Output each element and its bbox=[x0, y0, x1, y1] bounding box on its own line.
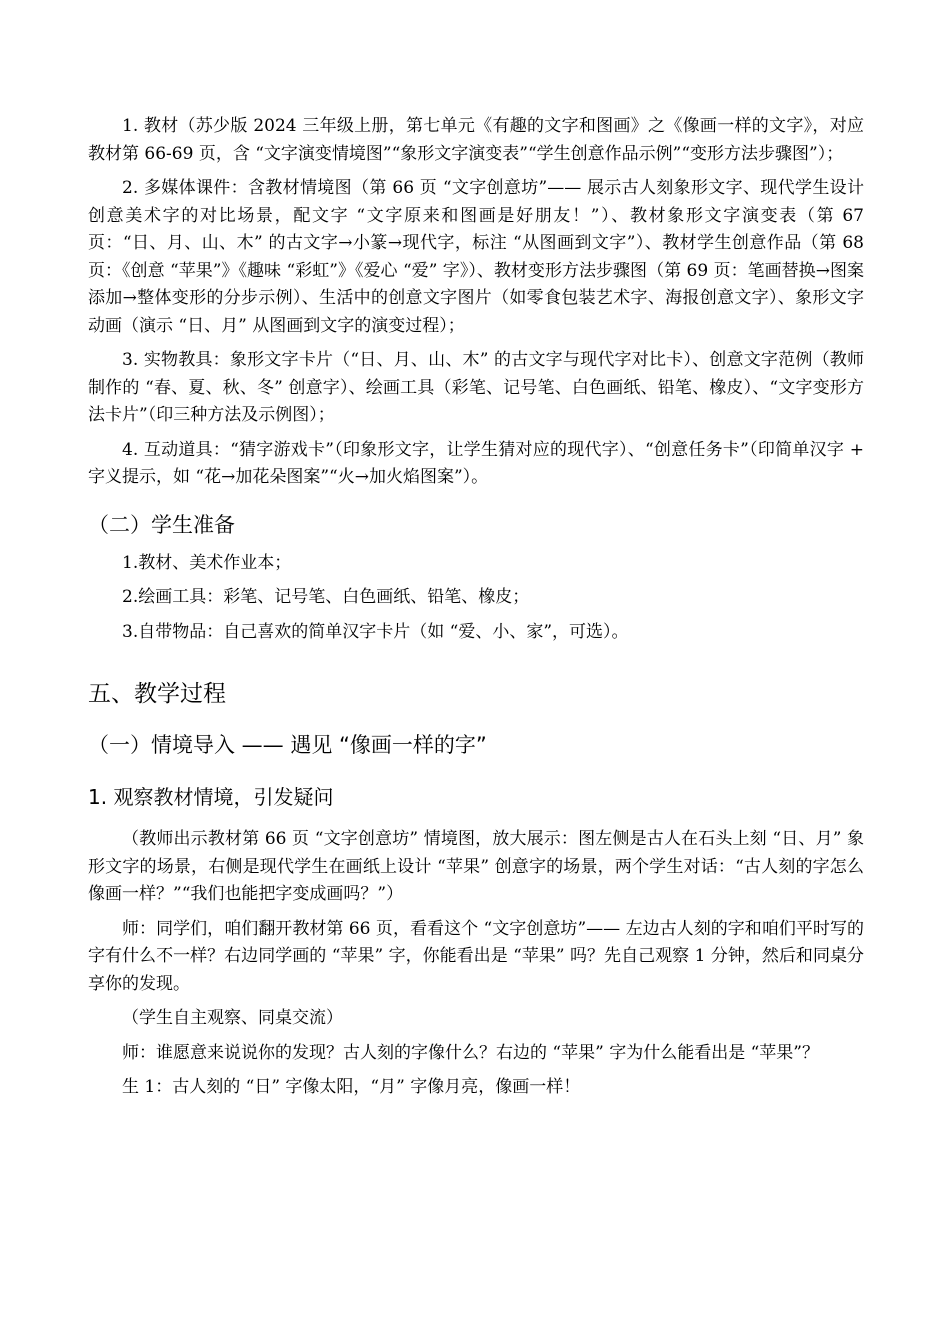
document-page bbox=[88, 113, 864, 1109]
situation-intro-heading: （一）情境导入 —— 遇见 “像画一样的字” bbox=[88, 733, 487, 757]
materials-item-3: 3. 实物教具：象形文字卡片（“日、月、山、木” 的古文字与现代字对比卡）、创意文字范例（教师制作的 “春、夏、秋、冬” 创意字）、绘画工具（彩笔、记号笔、白色画纸、铅笔、橡皮）、“文字变形方法卡片”（印三种方法及示例图）； bbox=[88, 350, 864, 425]
teaching-process-heading: 五、教学过程 bbox=[88, 681, 226, 707]
process-paragraph-2: 师：同学们，咱们翻开教材第 66 页，看看这个 “文字创意坊”—— 左边古人刻的字和咱们平时写的字有什么不一样？右边同学画的 “苹果” 字，你能看出是 “苹果” 吗？先自己观察 1 分钟，然后和同桌分享你的发现。 bbox=[88, 918, 864, 994]
student-prep-heading: （二）学生准备 bbox=[88, 512, 235, 537]
process-paragraph-4: 师：谁愿意来说说你的发现？古人刻的字像什么？右边的 “苹果” 字为什么能看出是 “苹果”？ bbox=[122, 1042, 819, 1063]
student-prep-item-2: 2.绘画工具：彩笔、记号笔、白色画纸、铅笔、橡皮； bbox=[122, 587, 530, 607]
process-paragraph-1: （教师出示教材第 66 页 “文字创意坊” 情境图，放大展示：图左侧是古人在石头上刻 “日、月” 象形文字的场景，右侧是现代学生在画纸上设计 “苹果” 创意字的场景，两个学生对话：“古人刻的字怎么像画一样？”“我们也能把字变成画吗？”） bbox=[88, 829, 864, 904]
materials-item-2: 2. 多媒体课件：含教材情境图（第 66 页 “文字创意坊”—— 展示古人刻象形文字、现代学生设计创意美术字的对比场景，配文字 “文字原来和图画是好朋友！”）、教材象形文字演变表（第 67 页：“日、月、山、木” 的古文字→小篆→现代字，标注 “从图画到文字”）、教材学生创意作品（第 68 页：《创意 “苹果”》《趣味 “彩虹”》《爱心 “爱” 字》）、教材变形方法步骤图（第 69 页：笔画替换→图案添加→整体变形的分步示例）、生活中的创意文字图片（如零食包装艺术字、海报创意文字）、象形文字动画（演示 “日、月” 从图画到文字的演变过程）； bbox=[88, 178, 864, 336]
materials-item-1: 1. 教材（苏少版 2024 三年级上册，第七单元《有趣的文字和图画》之《像画一样的文字》，对应教材第 66-69 页，含 “文字演变情境图”“象形文字演变表”“学生创意作品示例”“变形方法步骤图”）； bbox=[88, 116, 864, 164]
student-prep-item-1: 1.教材、美术作业本； bbox=[122, 552, 292, 573]
materials-item-4: 4. 互动道具：“猜字游戏卡”（印象形文字，让学生猜对应的现代字）、“创意任务卡”（印简单汉字 + 字义提示，如 “花→加花朵图案”“火→加火焰图案”）。 bbox=[88, 439, 864, 487]
process-paragraph-3: （学生自主观察、同桌交流） bbox=[122, 1008, 343, 1028]
process-paragraph-5: 生 1：古人刻的 “日” 字像太阳，“月” 字像月亮，像画一样！ bbox=[122, 1077, 581, 1097]
student-prep-item-3: 3.自带物品：自己喜欢的简单汉字卡片（如 “爱、小、家”，可选）。 bbox=[122, 621, 629, 642]
observe-step-heading: 1. 观察教材情境，引发疑问 bbox=[88, 785, 334, 809]
